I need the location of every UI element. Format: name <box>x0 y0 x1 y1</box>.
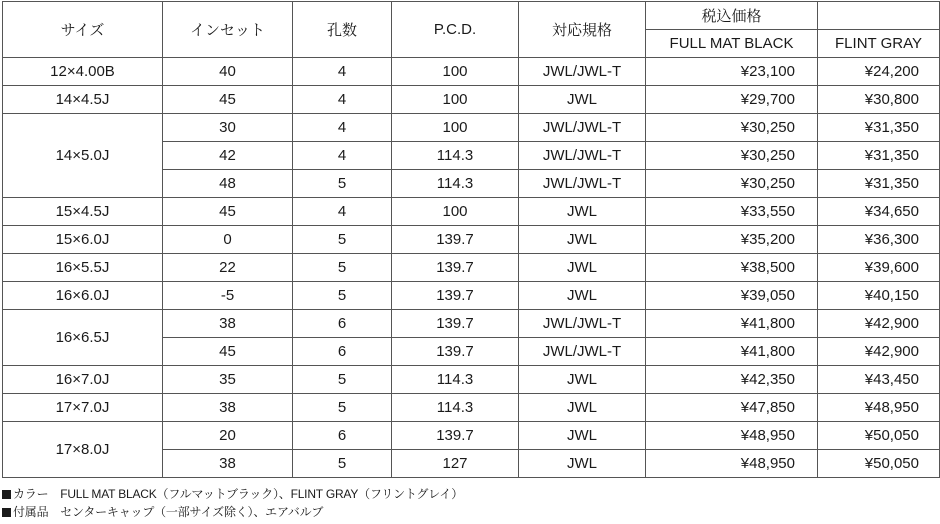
cell-size: 17×7.0J <box>3 394 163 422</box>
cell-holes: 4 <box>293 86 392 114</box>
cell-inset: -5 <box>163 282 293 310</box>
cell-pcd: 127 <box>392 450 519 478</box>
cell-price-gray: ¥31,350 <box>818 114 940 142</box>
cell-pcd: 114.3 <box>392 170 519 198</box>
table-row <box>3 282 940 310</box>
cell-holes: 5 <box>293 366 392 394</box>
header-holes: 孔数 <box>293 2 392 58</box>
cell-pcd: 100 <box>392 58 519 86</box>
cell-price-gray: ¥39,600 <box>818 254 940 282</box>
cell-inset: 20 <box>163 422 293 450</box>
cell-pcd: 114.3 <box>392 142 519 170</box>
cell-standard: JWL/JWL-T <box>519 58 646 86</box>
cell-size: 16×5.5J <box>3 254 163 282</box>
cell-standard: JWL/JWL-T <box>519 338 646 366</box>
table-row <box>3 366 940 394</box>
cell-holes: 6 <box>293 422 392 450</box>
cell-holes: 5 <box>293 170 392 198</box>
note-accessories <box>2 503 463 521</box>
note-color-text: カラー FULL MAT BLACK（フルマットブラック）、FLINT GRAY（フリントグレイ） <box>13 487 464 501</box>
cell-standard: JWL <box>519 254 646 282</box>
spec-table-container <box>2 1 940 478</box>
note-accessories-text: 付属品 センターキャップ（一部サイズ除く）、エアバルブ <box>13 505 324 519</box>
table-row <box>3 422 940 450</box>
header-price-group-blank <box>818 2 940 30</box>
cell-pcd: 139.7 <box>392 254 519 282</box>
cell-holes: 4 <box>293 58 392 86</box>
table-row <box>3 86 940 114</box>
cell-price-gray: ¥34,650 <box>818 198 940 226</box>
note-color <box>2 485 463 503</box>
cell-price-black: ¥42,350 <box>646 366 818 394</box>
cell-pcd: 114.3 <box>392 366 519 394</box>
cell-holes: 5 <box>293 254 392 282</box>
table-row <box>3 226 940 254</box>
cell-pcd: 100 <box>392 86 519 114</box>
cell-pcd: 100 <box>392 198 519 226</box>
cell-pcd: 139.7 <box>392 282 519 310</box>
cell-standard: JWL <box>519 366 646 394</box>
cell-pcd: 139.7 <box>392 226 519 254</box>
cell-size: 16×6.5J <box>3 310 163 366</box>
bullet-square-icon <box>2 508 11 517</box>
cell-price-gray: ¥42,900 <box>818 310 940 338</box>
cell-price-gray: ¥40,150 <box>818 282 940 310</box>
cell-price-black: ¥41,800 <box>646 310 818 338</box>
cell-size: 12×4.00B <box>3 58 163 86</box>
cell-size: 15×4.5J <box>3 198 163 226</box>
cell-price-black: ¥38,500 <box>646 254 818 282</box>
cell-inset: 0 <box>163 226 293 254</box>
header-price-gray: FLINT GRAY <box>818 30 940 58</box>
cell-standard: JWL <box>519 282 646 310</box>
cell-inset: 30 <box>163 114 293 142</box>
cell-price-gray: ¥48,950 <box>818 394 940 422</box>
cell-inset: 40 <box>163 58 293 86</box>
cell-price-gray: ¥42,900 <box>818 338 940 366</box>
cell-standard: JWL <box>519 450 646 478</box>
cell-price-gray: ¥30,800 <box>818 86 940 114</box>
cell-pcd: 139.7 <box>392 338 519 366</box>
table-row <box>3 394 940 422</box>
cell-size: 14×5.0J <box>3 114 163 198</box>
cell-standard: JWL/JWL-T <box>519 114 646 142</box>
cell-price-gray: ¥43,450 <box>818 366 940 394</box>
cell-holes: 5 <box>293 450 392 478</box>
cell-price-gray: ¥36,300 <box>818 226 940 254</box>
table-header <box>3 2 940 58</box>
cell-inset: 22 <box>163 254 293 282</box>
cell-price-black: ¥39,050 <box>646 282 818 310</box>
table-body <box>3 58 940 478</box>
cell-price-black: ¥30,250 <box>646 170 818 198</box>
cell-standard: JWL/JWL-T <box>519 310 646 338</box>
wheel-spec-table <box>2 1 940 478</box>
cell-price-black: ¥29,700 <box>646 86 818 114</box>
cell-price-black: ¥30,250 <box>646 142 818 170</box>
header-price-group: 税込価格 <box>646 2 818 30</box>
cell-inset: 38 <box>163 394 293 422</box>
cell-holes: 6 <box>293 310 392 338</box>
cell-pcd: 139.7 <box>392 310 519 338</box>
cell-price-black: ¥33,550 <box>646 198 818 226</box>
header-size: サイズ <box>3 2 163 58</box>
cell-size: 16×7.0J <box>3 366 163 394</box>
table-row <box>3 114 940 142</box>
cell-standard: JWL <box>519 422 646 450</box>
header-inset: インセット <box>163 2 293 58</box>
cell-price-black: ¥41,800 <box>646 338 818 366</box>
cell-price-gray: ¥24,200 <box>818 58 940 86</box>
cell-price-black: ¥23,100 <box>646 58 818 86</box>
cell-price-gray: ¥31,350 <box>818 170 940 198</box>
cell-standard: JWL <box>519 198 646 226</box>
cell-price-black: ¥48,950 <box>646 422 818 450</box>
cell-inset: 48 <box>163 170 293 198</box>
cell-standard: JWL <box>519 86 646 114</box>
cell-holes: 6 <box>293 338 392 366</box>
cell-holes: 5 <box>293 394 392 422</box>
cell-holes: 4 <box>293 198 392 226</box>
cell-inset: 38 <box>163 310 293 338</box>
cell-size: 14×4.5J <box>3 86 163 114</box>
bullet-square-icon <box>2 490 11 499</box>
cell-size: 17×8.0J <box>3 422 163 478</box>
cell-inset: 45 <box>163 86 293 114</box>
cell-inset: 35 <box>163 366 293 394</box>
cell-pcd: 139.7 <box>392 422 519 450</box>
cell-size: 16×6.0J <box>3 282 163 310</box>
cell-holes: 4 <box>293 114 392 142</box>
table-row <box>3 198 940 226</box>
cell-pcd: 100 <box>392 114 519 142</box>
table-row <box>3 58 940 86</box>
header-standard: 対応規格 <box>519 2 646 58</box>
cell-price-black: ¥48,950 <box>646 450 818 478</box>
cell-standard: JWL/JWL-T <box>519 170 646 198</box>
cell-size: 15×6.0J <box>3 226 163 254</box>
notes <box>2 485 463 521</box>
cell-price-gray: ¥50,050 <box>818 450 940 478</box>
cell-price-gray: ¥50,050 <box>818 422 940 450</box>
cell-pcd: 114.3 <box>392 394 519 422</box>
table-row <box>3 254 940 282</box>
cell-price-black: ¥47,850 <box>646 394 818 422</box>
cell-inset: 38 <box>163 450 293 478</box>
header-price-black: FULL MAT BLACK <box>646 30 818 58</box>
cell-inset: 42 <box>163 142 293 170</box>
cell-price-gray: ¥31,350 <box>818 142 940 170</box>
cell-standard: JWL <box>519 226 646 254</box>
cell-price-black: ¥30,250 <box>646 114 818 142</box>
cell-holes: 4 <box>293 142 392 170</box>
cell-holes: 5 <box>293 226 392 254</box>
cell-standard: JWL <box>519 394 646 422</box>
cell-holes: 5 <box>293 282 392 310</box>
cell-price-black: ¥35,200 <box>646 226 818 254</box>
header-pcd: P.C.D. <box>392 2 519 58</box>
table-row <box>3 310 940 338</box>
cell-inset: 45 <box>163 198 293 226</box>
cell-standard: JWL/JWL-T <box>519 142 646 170</box>
cell-inset: 45 <box>163 338 293 366</box>
